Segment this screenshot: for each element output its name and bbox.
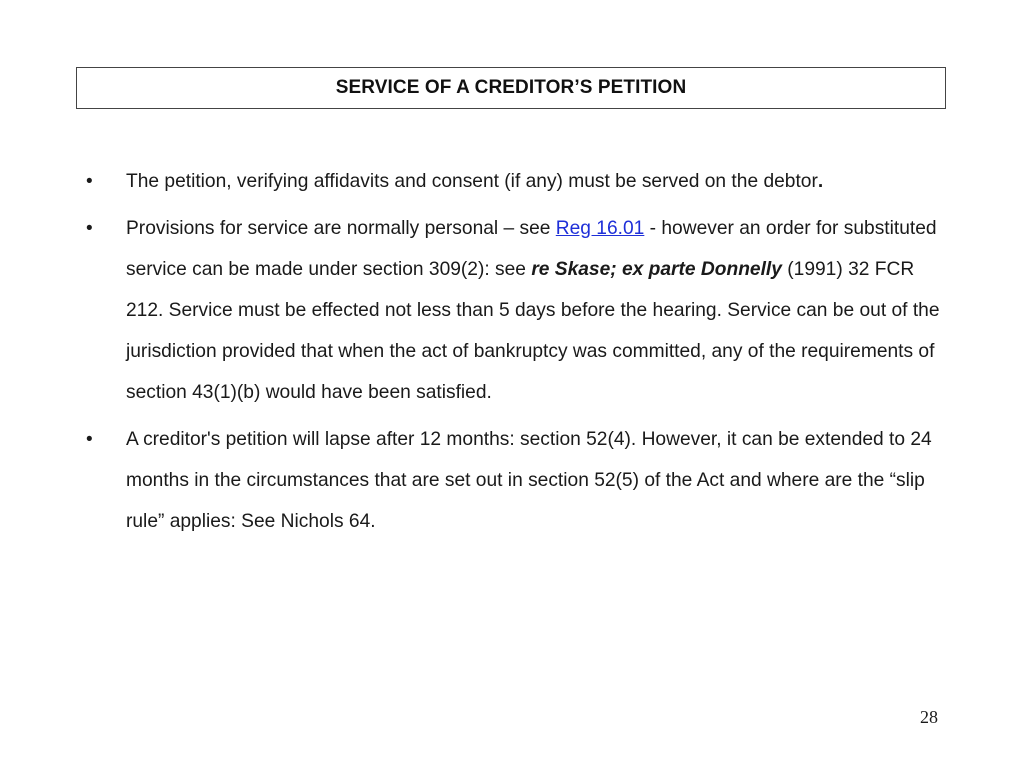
bullet-item-provisions-for-service bbox=[86, 208, 946, 413]
slide-title: SERVICE OF A CREDITOR’S PETITION bbox=[335, 77, 687, 98]
bullet-item-service-debtor bbox=[86, 161, 946, 202]
bullet-bold-period: . bbox=[817, 171, 824, 192]
bullet-text-part: (1991) 32 FCR 212. Service must be effected not less than 5 days before the hearing. Service can be out of the jurisdiction provided that when the act of bankruptcy was committed, any of the requirements of section 43(1)(b) would have been satisfied. bbox=[126, 259, 940, 403]
bullet-item-petition-lapse bbox=[86, 419, 946, 542]
bullet-text-part: Provisions for service are normally personal – see bbox=[126, 218, 556, 239]
bullet-icon: • bbox=[86, 218, 93, 239]
reg-16-01-link[interactable]: Reg 16.01 bbox=[555, 218, 645, 239]
bullet-icon: • bbox=[86, 171, 93, 192]
bullet-icon: • bbox=[86, 429, 93, 450]
bullet-text: The petition, verifying affidavits and consent (if any) must be served on the debtor bbox=[126, 171, 818, 192]
bullet-text-part: - however an order for substituted service can be made under section 309(2): see bbox=[126, 218, 937, 280]
page-number: 28 bbox=[920, 707, 938, 727]
bullet-text: A creditor's petition will lapse after 12 months: section 52(4). However, it can be extended to 24 months in the circumstances that are set out in section 52(5) of the Act and where are the “slip rule” applies: See Nichols 64. bbox=[126, 429, 932, 532]
bullet-list bbox=[86, 161, 946, 548]
title-box bbox=[76, 67, 946, 109]
case-citation: re Skase; ex parte Donnelly bbox=[531, 259, 782, 280]
